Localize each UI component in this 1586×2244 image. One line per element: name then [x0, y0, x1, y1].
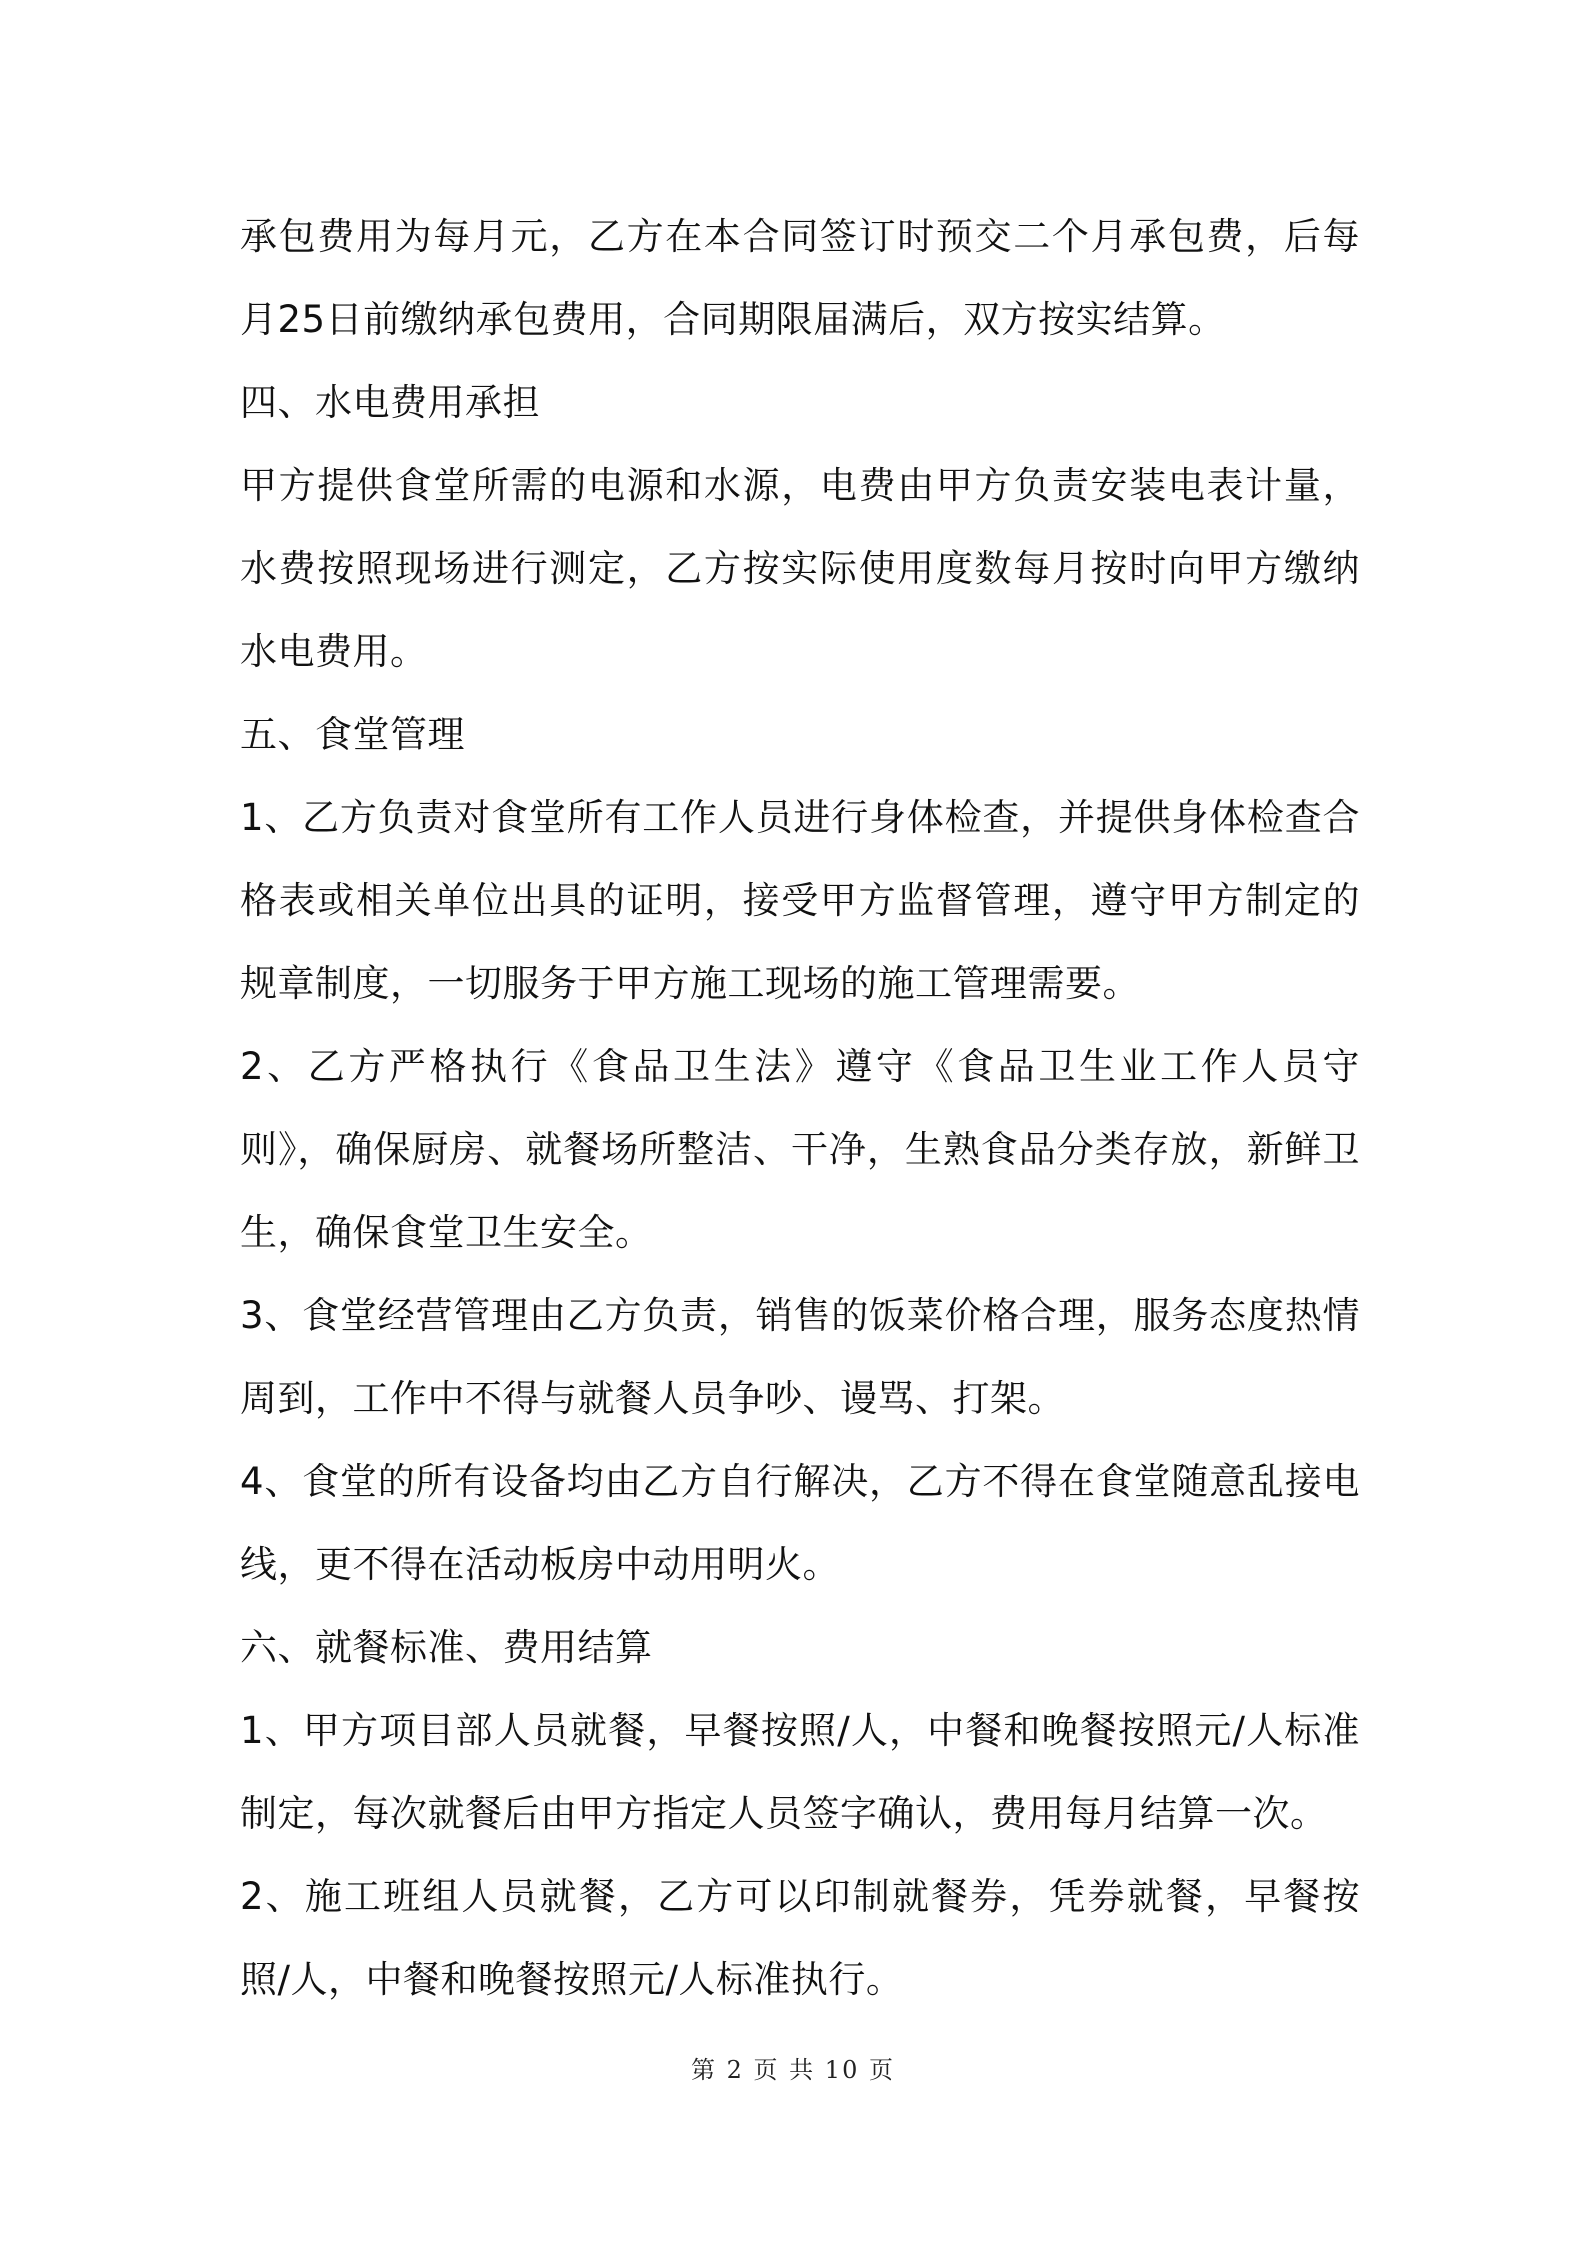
section-heading-meal-standards: 六、就餐标准、费用结算: [240, 1626, 653, 1669]
document-body: [240, 195, 1360, 2021]
paragraph-fee-payment: 承包费用为每月元，乙方在本合同签订时预交二个月承包费，后每月25日前缴纳承包费用，合同期限届满后，双方按实结算。: [240, 215, 1360, 341]
page-number-footer: 第 2 页 共 10 页: [691, 2056, 895, 2084]
paragraph-meal-2: 2、施工班组人员就餐，乙方可以印制就餐券，凭券就餐，早餐按照/人，中餐和晚餐按照元/人标准执行。: [240, 1875, 1360, 2001]
paragraph-management-1: 1、乙方负责对食堂所有工作人员进行身体检查，并提供身体检查合格表或相关单位出具的证明，接受甲方监督管理，遵守甲方制定的规章制度，一切服务于甲方施工现场的施工管理需要。: [240, 796, 1360, 1005]
section-heading-utilities: 四、水电费用承担: [240, 381, 540, 424]
paragraph-management-4: 4、食堂的所有设备均由乙方自行解决，乙方不得在食堂随意乱接电线，更不得在活动板房中动用明火。: [240, 1460, 1360, 1586]
section-heading-canteen-management: 五、食堂管理: [240, 713, 465, 756]
paragraph-meal-1: 1、甲方项目部人员就餐，早餐按照/人，中餐和晚餐按照元/人标准制定，每次就餐后由甲方指定人员签字确认，费用每月结算一次。: [240, 1709, 1360, 1835]
paragraph-management-3: 3、食堂经营管理由乙方负责，销售的饭菜价格合理，服务态度热情周到，工作中不得与就餐人员争吵、谩骂、打架。: [240, 1294, 1360, 1420]
paragraph-utilities: 甲方提供食堂所需的电源和水源，电费由甲方负责安装电表计量，水费按照现场进行测定，乙方按实际使用度数每月按时向甲方缴纳水电费用。: [240, 464, 1360, 673]
paragraph-management-2: 2、乙方严格执行《食品卫生法》遵守《食品卫生业工作人员守则》，确保厨房、就餐场所整洁、干净，生熟食品分类存放，新鲜卫生，确保食堂卫生安全。: [240, 1045, 1360, 1254]
